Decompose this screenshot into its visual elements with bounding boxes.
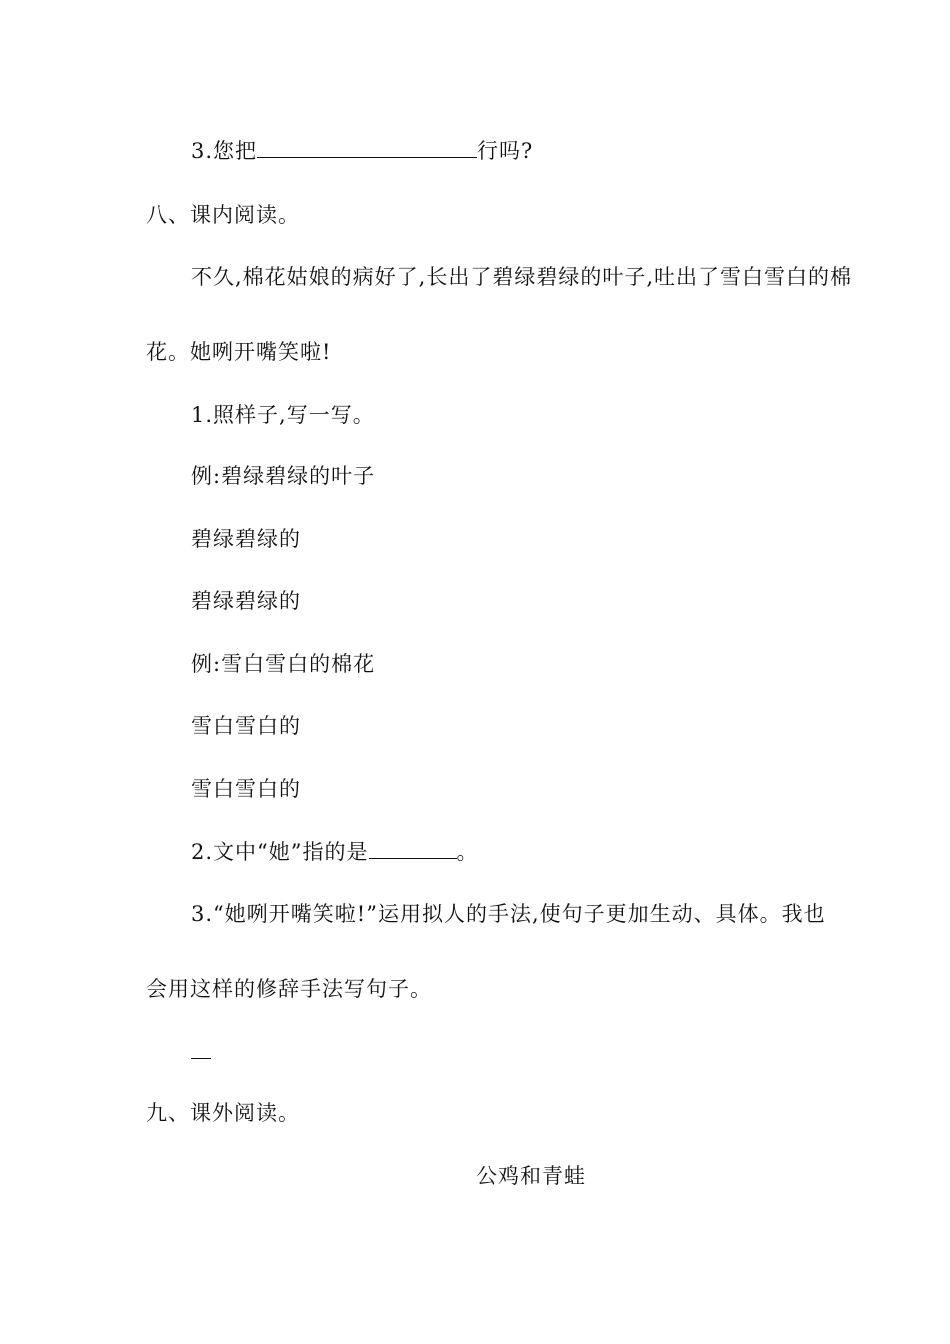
answer-blank[interactable] (257, 156, 477, 158)
task-2-suffix: 。 (456, 840, 479, 864)
question-3-prefix: 3.您把 (191, 139, 258, 163)
answer-line[interactable] (191, 1058, 211, 1059)
task-3-line-2: 会用这样的修辞手法写句子。 (146, 977, 432, 1001)
question-3-line (191, 141, 533, 162)
story-title: 公鸡和青蛙 (476, 1164, 586, 1188)
passage-line-1: 不久,棉花姑娘的病好了,长出了碧绿碧绿的叶子,吐出了雪白雪白的棉 (191, 265, 853, 289)
section-9-heading: 九、课外阅读。 (146, 1101, 300, 1125)
passage-line-2: 花。她咧开嘴笑啦! (146, 340, 332, 364)
fill-line-1a: 碧绿碧绿的 (191, 527, 301, 551)
task-1-instruction: 1.照样子,写一写。 (191, 403, 375, 427)
example-1: 例:碧绿碧绿的叶子 (191, 464, 376, 488)
fill-line-1b: 碧绿碧绿的 (191, 589, 301, 613)
task-3-line-1: 3.“她咧开嘴笑啦!”运用拟人的手法,使句子更加生动、具体。我也 (191, 902, 826, 926)
question-3-suffix: 行吗? (477, 139, 534, 163)
task-2-line (191, 842, 479, 863)
section-8-heading: 八、课内阅读。 (146, 203, 300, 227)
fill-line-2b: 雪白雪白的 (191, 777, 301, 801)
task-2-prefix: 2.文中“她”指的是 (191, 840, 369, 864)
example-2: 例:雪白雪白的棉花 (191, 652, 376, 676)
fill-line-2a: 雪白雪白的 (191, 714, 301, 738)
answer-blank[interactable] (369, 857, 457, 859)
